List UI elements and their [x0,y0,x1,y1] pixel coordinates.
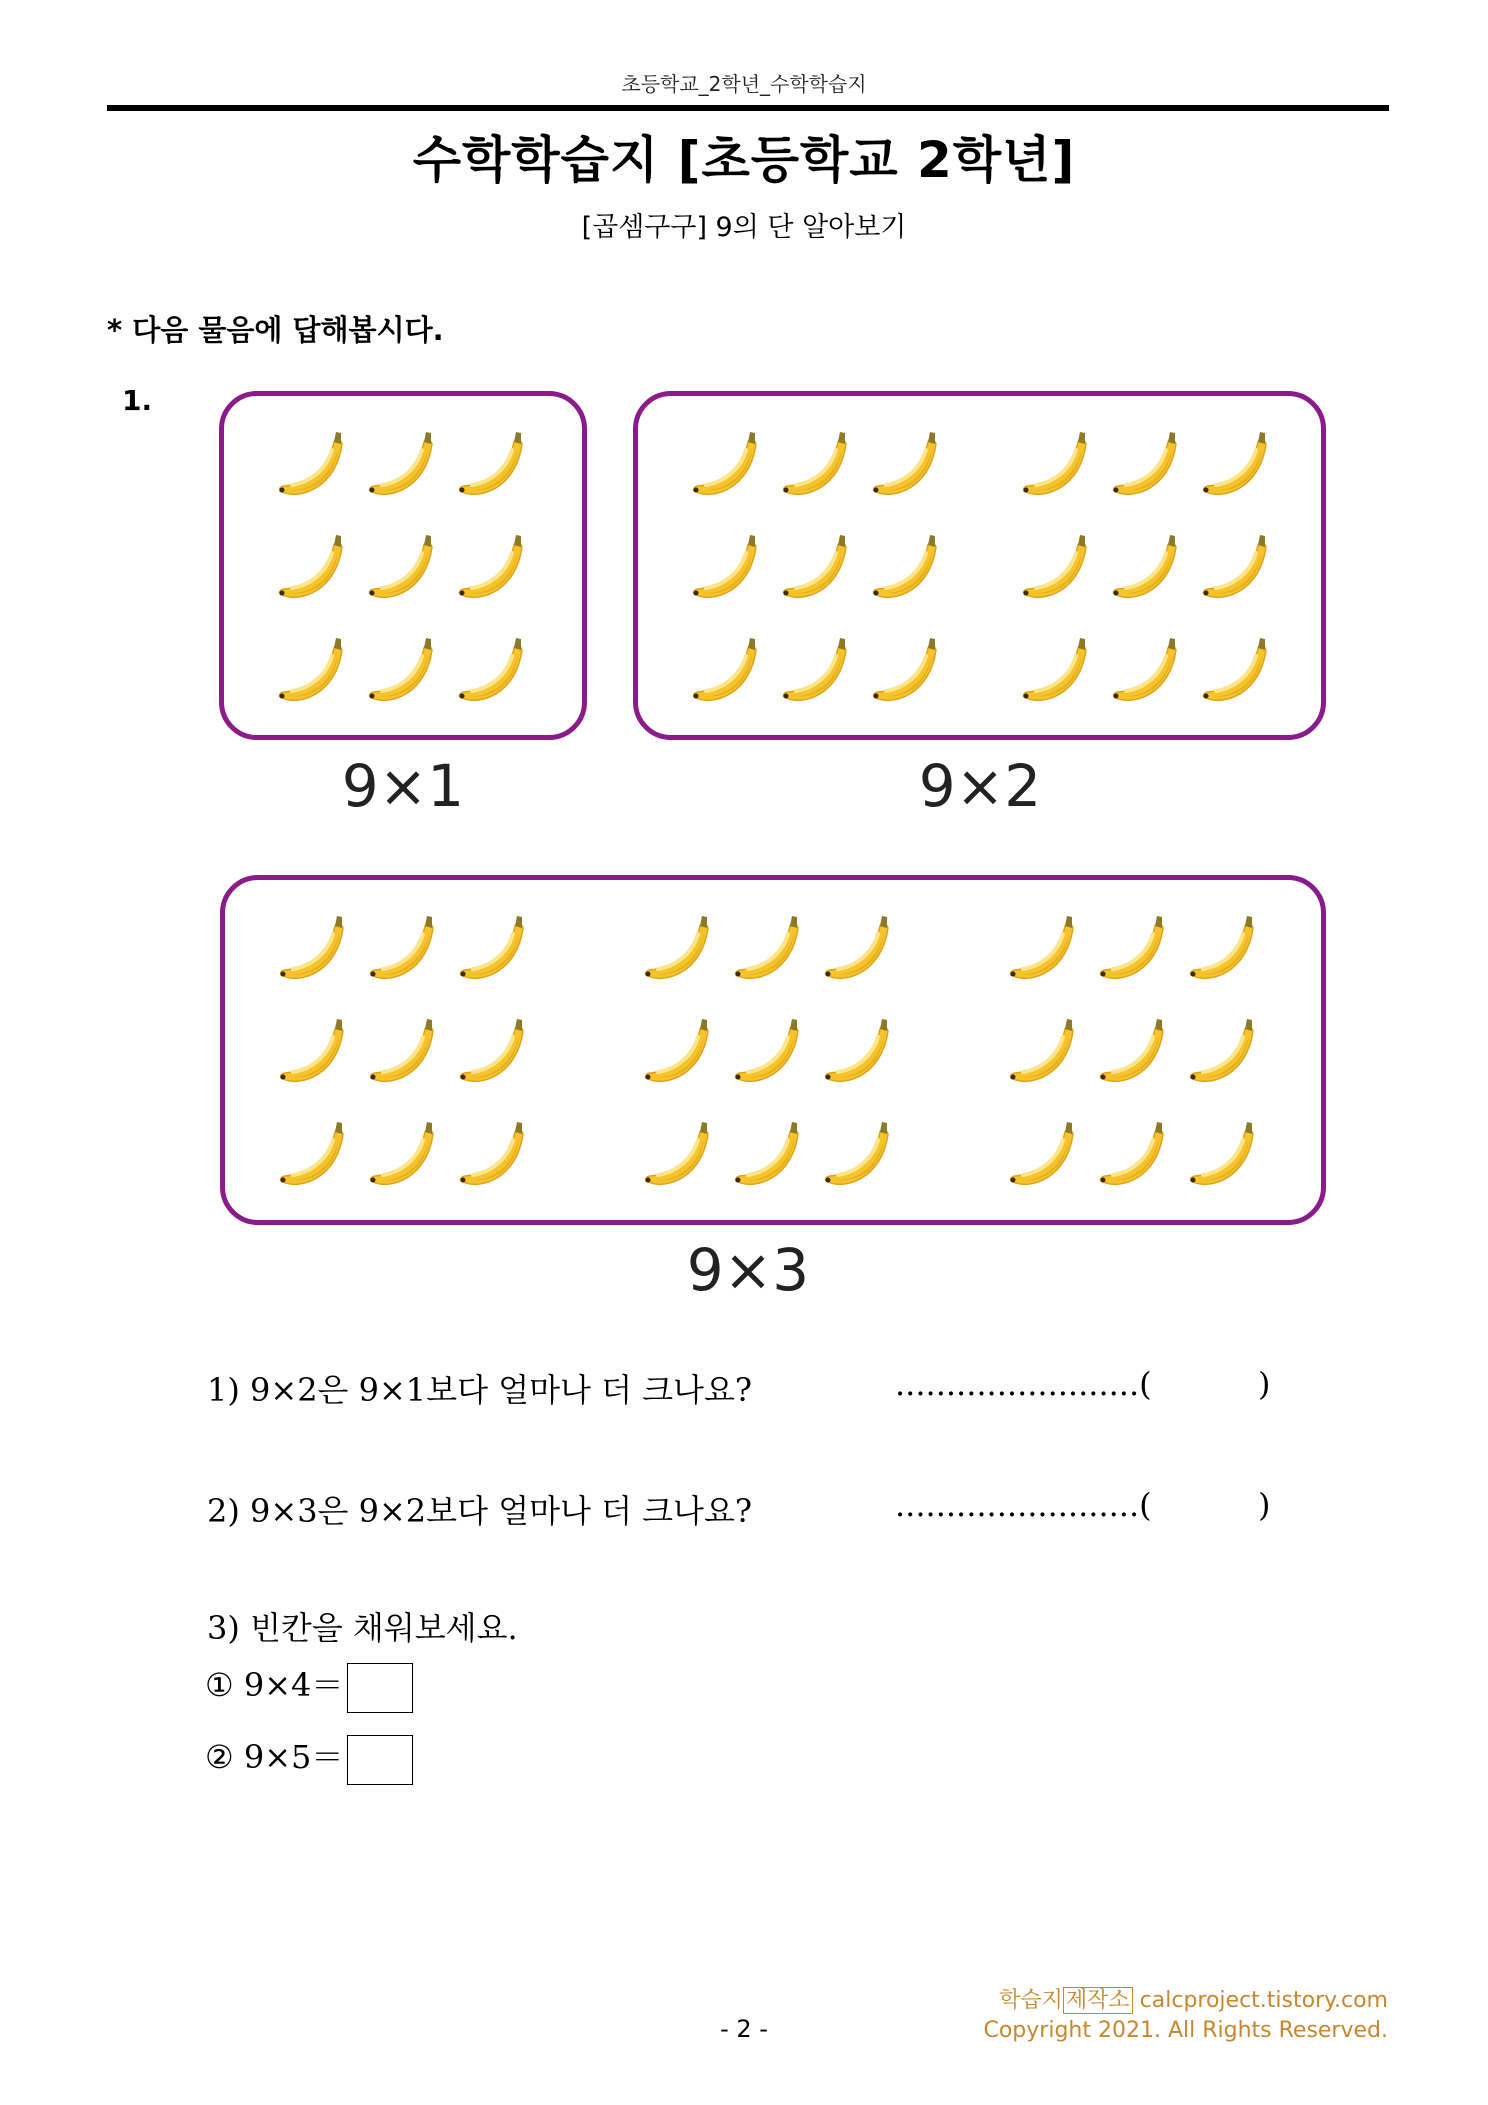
banana-icon [460,638,523,700]
banana-icon [1204,535,1267,597]
banana-icon [646,1019,709,1081]
running-header: 초등학교_2학년_수학학습지 [621,72,867,96]
banana-icon [736,916,799,978]
question-2-answer[interactable] [895,1486,1152,1524]
banana-icon [280,432,343,494]
banana-icon [370,535,433,597]
banana-icon [1204,432,1267,494]
banana-icon [646,916,709,978]
banana-icon [460,432,523,494]
banana-icon [1101,1122,1164,1184]
banana-icon [1101,1019,1164,1081]
header-rule [107,105,1389,111]
banana-icon [826,1122,889,1184]
brand-prefix: 학습지 [999,1988,1063,2013]
figure-label-2: 9×2 [918,752,1042,820]
banana-icon [1011,916,1074,978]
banana-icon [1191,1122,1254,1184]
figure-label-1: 9×1 [341,752,465,820]
banana-group-box-1 [219,391,587,740]
banana-icon [694,535,757,597]
question-1 [207,1365,752,1411]
question-3: 3) 빈칸을 채워보세요. [207,1609,518,1647]
banana-icon [371,916,434,978]
item-2-text: ② 9×5＝ [205,1738,344,1776]
answer-dots: ........................( [895,1486,1152,1524]
banana-icon [461,916,524,978]
banana-icon [281,1019,344,1081]
question-3-item-1 [205,1660,413,1713]
brand-site: calcproject.tistory.com [1132,1988,1388,2013]
footer-copyright: Copyright 2021. All Rights Reserved. [983,2018,1388,2043]
banana-icon [370,638,433,700]
banana-icon [1114,535,1177,597]
banana-icon [646,1122,709,1184]
question-1-close: ) [1258,1365,1271,1403]
banana-icon [784,432,847,494]
page-subtitle: [곱셈구구] 9의 단 알아보기 [581,212,907,243]
question-1-answer[interactable] [895,1365,1152,1403]
banana-icon [874,638,937,700]
banana-icon [460,535,523,597]
banana-icon [371,1122,434,1184]
banana-icon [694,638,757,700]
banana-icon [281,1122,344,1184]
banana-grid [638,396,1321,735]
brand-boxed: 제작소 [1063,1987,1133,2014]
banana-icon [1191,1019,1254,1081]
item-1-text: ① 9×4＝ [205,1666,344,1704]
banana-icon [1011,1019,1074,1081]
banana-icon [281,916,344,978]
banana-icon [371,1019,434,1081]
banana-icon [874,535,937,597]
banana-icon [1011,1122,1074,1184]
banana-icon [694,432,757,494]
question-3-item-2 [205,1732,413,1785]
page-title: 수학학습지 [초등학교 2학년] [412,131,1076,189]
banana-icon [1114,432,1177,494]
banana-icon [784,638,847,700]
question-1-text: 1) 9×2은 9×1보다 얼마나 더 크나요? [207,1371,753,1409]
figure-label-3: 9×3 [686,1236,810,1304]
banana-icon [461,1019,524,1081]
banana-icon [1114,638,1177,700]
banana-icon [1024,535,1087,597]
question-2-text: 2) 9×3은 9×2보다 얼마나 더 크나요? [207,1492,753,1530]
banana-icon [736,1122,799,1184]
answer-box-1[interactable] [347,1663,413,1713]
question-2-close: ) [1258,1486,1271,1524]
banana-group-box-3 [220,875,1326,1225]
banana-icon [784,535,847,597]
banana-icon [1204,638,1267,700]
banana-icon [280,638,343,700]
banana-group-box-2 [633,391,1326,740]
banana-icon [370,432,433,494]
banana-icon [280,535,343,597]
banana-icon [874,432,937,494]
banana-icon [461,1122,524,1184]
instruction: * 다음 물음에 답해봅시다. [107,313,444,347]
footer-brand[interactable] [999,1983,1388,2014]
banana-icon [1101,916,1164,978]
banana-icon [1191,916,1254,978]
question-number: 1. [122,384,153,417]
banana-icon [1024,432,1087,494]
banana-grid [225,880,1321,1220]
banana-icon [736,1019,799,1081]
banana-icon [1024,638,1087,700]
answer-dots: ........................( [895,1365,1152,1403]
page-number: - 2 - [720,2015,768,2043]
banana-icon [826,916,889,978]
answer-box-2[interactable] [347,1735,413,1785]
question-2 [207,1486,752,1532]
banana-icon [826,1019,889,1081]
banana-grid [224,396,582,735]
